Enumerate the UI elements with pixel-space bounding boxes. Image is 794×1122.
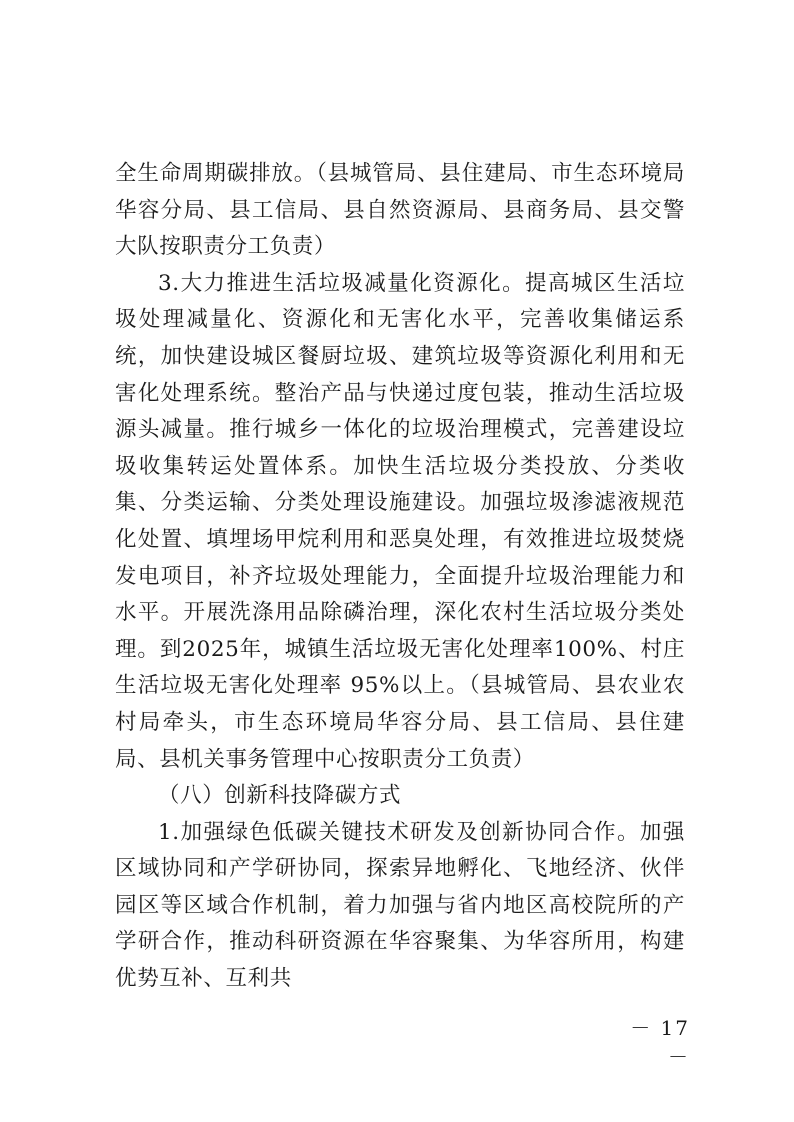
- paragraph-tech-research: 1.加强绿色低碳关键技术研发及创新协同合作。加强区域协同和产学研协同，探索异地孵化、飞地经济、伙伴园区等区域合作机制，着力加强与省内地区高校院所的产学研合作，推动科研资源在华容聚集、为华容所用，构建优势互补、互利共: [115, 819, 685, 992]
- paragraph-continuation: 全生命周期碳排放。（县城管局、县住建局、市生态环境局华容分局、县工信局、县自然资源局、县商务局、县交警大队按职责分工负责）: [115, 161, 685, 260]
- paragraph-waste-reduction: 3.大力推进生活垃圾减量化资源化。提高城区生活垃圾处理减量化、资源化和无害化水平，完善收集储运系统，加快建设城区餐厨垃圾、建筑垃圾等资源化利用和无害化处理系统。整治产品与快递过度包装，推动生活垃圾源头减量。推行城乡一体化的垃圾治理模式，完善建设垃圾收集转运处置体系。加快生活垃圾分类投放、分类收集、分类运输、分类处理设施建设。加强垃圾渗滤液规范化处置、填埋场甲烷利用和恶臭处理，有效推进垃圾焚烧发电项目，补齐垃圾处理能力，全面提升垃圾治理能力和水平。开展洗涤用品除磷治理，深化农村生活垃圾分类处理。到2025年，城镇生活垃圾无害化处理率100%、村庄生活垃圾无害化处理率 95%以上。（县城管局、县农业农村局牵头，市生态环境局华容分局、县工信局、县住建局、县机关事务管理中心按职责分工负责）: [115, 270, 685, 772]
- section-heading: （八）创新科技降碳方式: [158, 783, 402, 809]
- page-number: － 17 －: [630, 1016, 690, 1069]
- document-body: [115, 156, 685, 998]
